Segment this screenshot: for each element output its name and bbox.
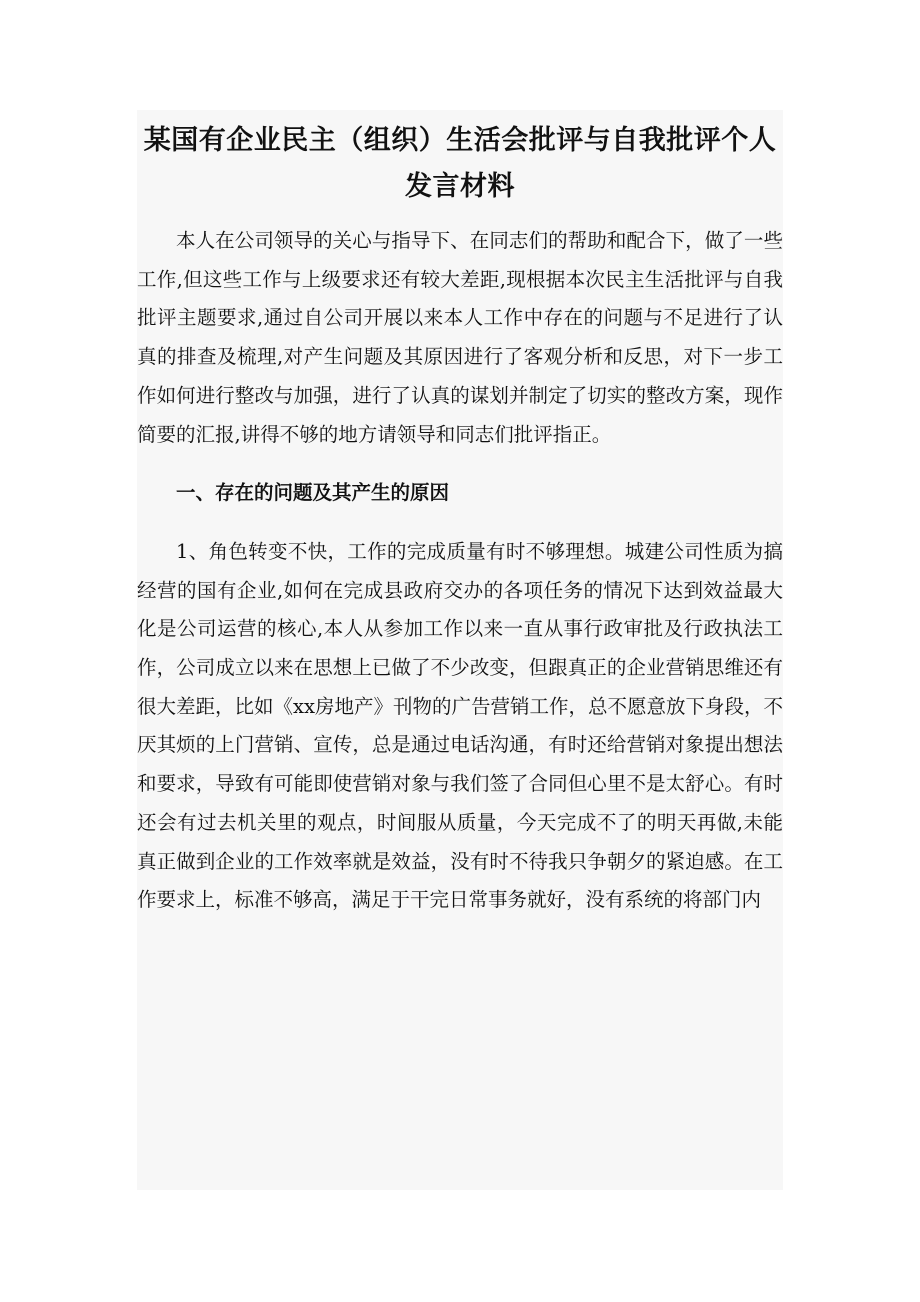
document-title: 某国有企业民主（组织）生活会批评与自我批评个人发言材料 [143, 125, 777, 202]
section-heading: 一、存在的问题及其产生的原因 [176, 481, 450, 505]
intro-paragraph: 本人在公司领导的关心与指导下、在同志们的帮助和配合下，做了一些工作,但这些工作与上级要求还有较大差距,现根据本次民主生活批评与自我批评主题要求,通过自公司开展以来本人工作中存在的问题与不足进行了认真的排查及梳理,对产生问题及其原因进行了客观分析和反思，对下一步工作如何进行整改与加强，进行了认真的谋划并制定了切实的整改方案，现作简要的汇报,讲得不够的地方请领导和同志们批评指正。 [137, 229, 783, 446]
section-paragraph: 1、角色转变不快，工作的完成质量有时不够理想。城建公司性质为搞经营的国有企业,如何在完成县政府交办的各项任务的情况下达到效益最大化是公司运营的核心,本人从参加工作以来一直从事行政审批及行政执法工作，公司成立以来在思想上已做了不少改变，但跟真正的企业营销思维还有很大差距，比如《xx房地产》刊物的广告营销工作，总不愿意放下身段，不厌其烦的上门营销、宣传，总是通过电话沟通，有时还给营销对象提出想法和要求，导致有可能即使营销对象与我们签了合同但心里不是太舒心。有时还会有过去机关里的观点，时间服从质量，今天完成不了的明天再做,未能真正做到企业的工作效率就是效益，没有时不待我只争朝夕的紧迫感。在工作要求上，标准不够高，满足于干完日常事务就好，没有系统的将部门内 [137, 539, 783, 912]
document-page [137, 110, 783, 1190]
